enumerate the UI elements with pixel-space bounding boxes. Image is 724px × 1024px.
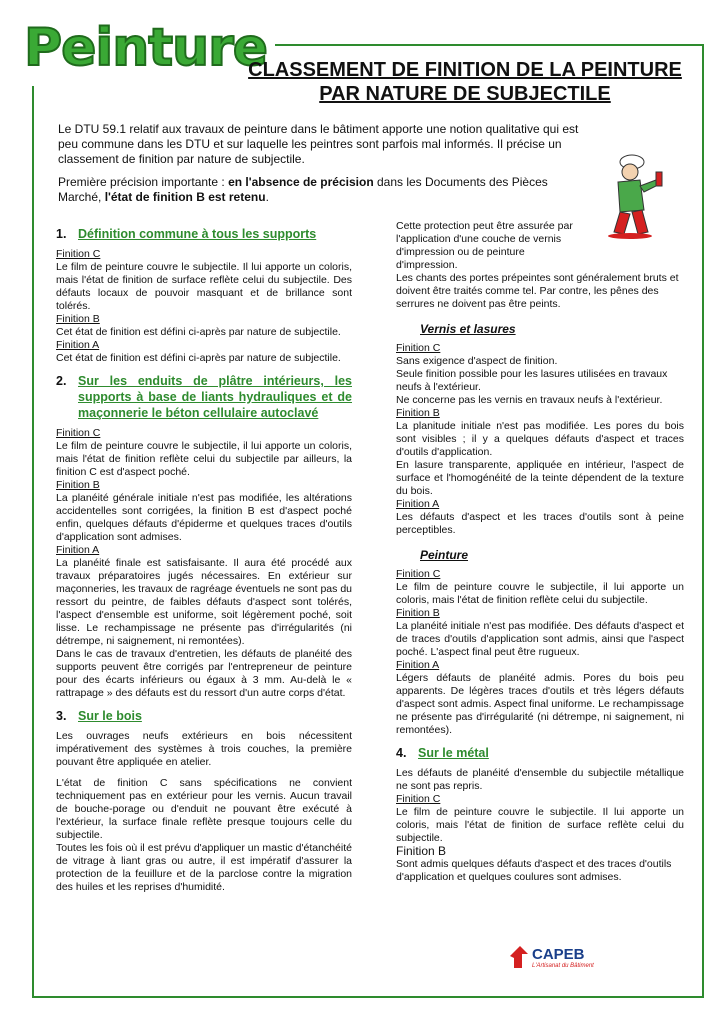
- capeb-name: CAPEB: [532, 946, 585, 963]
- finition-label: Finition C: [396, 342, 441, 354]
- section-title: Sur les enduits de plâtre intérieurs, les supports à base de liants hydrauliques et de maçonnerie le béton cellulaire autoclavé: [78, 374, 352, 420]
- finition-label: Finition A: [56, 339, 100, 351]
- finition-label: Finition B: [56, 479, 100, 491]
- body-text: L'état de finition C sans spécifications ne convient techniquement pas en extérieur pour les vernis. Aucun travail de bouche-porage ou d'enduit ne pouvant être exécuté à l'extérieur, la surface finale reflète presque toujours celle du subjectile.: [56, 777, 352, 841]
- section-number: 3.: [56, 709, 67, 723]
- intro: [58, 122, 588, 213]
- finition-text: Le film de peinture couvre le subjectile. Il lui apporte un coloris, mais l'état de finition de surface reflète celui du subjectile. Des défauts locaux de pouvoir masquant et de brillance sont tolérés.: [56, 261, 352, 312]
- finition-label: Finition A: [396, 659, 440, 671]
- finition-text: Légers défauts de planéité admis. Pores du bois peu apparents. De légères traces d'outils et très légers défauts d'aspect sont admis. Aspect final uniforme. Le rechampissage ne présente pas d'irrégularité (ni détrempe, ni saignement, ni remontées).: [396, 672, 684, 736]
- intro-text: Première précision importante :: [58, 175, 229, 189]
- finition-text: La planéité finale est satisfaisante. Il aura été procédé aux travaux préparatoires jugés nécessaires. En extérieur sur maçonneries, les travaux de ragréage éventuels ne sont pas du ressort du peintre, de faibles défauts d'aspect sont tolérés, l'aspect d'ensemble est uniforme, soit légèrement poché, soit lisse. Le rechampissage ne présente pas d'irrégularités (ni détrempe, ni saignement, ni remontées).: [56, 557, 352, 647]
- section-title: Sur le métal: [418, 746, 489, 760]
- finition-text: Ne concerne pas les vernis en travaux neufs à l'extérieur.: [396, 394, 663, 406]
- finition-text: Sans exigence d'aspect de finition.: [396, 355, 558, 367]
- finition-text: En lasure transparente, appliquée en intérieur, l'aspect de surface et l'homogénéité de la teinte dépendent de la texture du bois.: [396, 459, 684, 497]
- section-number: 1.: [56, 227, 67, 241]
- finition-label: Finition B: [396, 407, 440, 419]
- finition-text: La planéité générale initiale n'est pas modifiée, les altérations accidentelles sont corrigées, la finition B est d'aspect poché enfin, quelques défauts d'épiderme et quelques traces d'outils d'application sont admises.: [56, 492, 352, 543]
- left-column: [56, 226, 352, 894]
- section-number: 2.: [56, 374, 67, 388]
- finition-label: Finition B: [56, 313, 100, 325]
- body-text: Toutes les fois où il est prévu d'appliquer un mastic d'étanchéité de vitrage à liant gras ou autre, il est impératif d'assurer la protection de la feuillure et de la parclose contre la migration des huiles et les reprises d'humidité.: [56, 842, 352, 893]
- finition-text: Seule finition possible pour les lasures utilisées en travaux neufs à l'extérieur.: [396, 368, 668, 393]
- peinture-logo: Peinture: [20, 10, 275, 86]
- finition-label: Finition C: [396, 793, 441, 805]
- finition-label: Finition B: [396, 607, 440, 619]
- section-3-heading: [56, 708, 352, 724]
- finition-text: La planitude initiale n'est pas modifiée. Les pores du bois sont visibles ; il y a quelques défauts d'aspect et traces d'outils d'application.: [396, 420, 684, 458]
- body-text: Cette protection peut être assurée par l'application d'une couche de vernis d'impression ou de peinture d'impression.: [396, 220, 573, 271]
- intro-text: .: [265, 190, 269, 204]
- finition-text: Le film de peinture couvre le subjectile. Il lui apporte un coloris, mais l'état de finition de surface reflète celui du subjectile.: [396, 806, 684, 844]
- finition-text: Le film de peinture couvre le subjectile, il lui apporte un coloris, mais l'état de finition reflète celui du subjectile par ailleurs, la finition C est d'aspect poché.: [56, 440, 352, 478]
- peinture-heading: Peinture: [420, 548, 469, 562]
- finition-label: Finition C: [56, 248, 101, 260]
- intro-paragraph-1: Le DTU 59.1 relatif aux travaux de peinture dans le bâtiment apporte une notion qualitative qui est peu commune dans les DTU et sur laquelle les peintres sont parfois mal informés. Il précise un classement de finition par nature de subjectile.: [58, 122, 579, 166]
- finition-label: Finition C: [56, 427, 101, 439]
- vernis-heading: Vernis et lasures: [420, 322, 516, 336]
- finition-text: Cet état de finition est défini ci-après par nature de subjectile.: [56, 352, 341, 364]
- body-text: Les défauts de planéité d'ensemble du subjectile métallique ne sont pas repris.: [396, 767, 684, 792]
- finition-label: Finition A: [56, 544, 100, 556]
- intro-text: dans les Documents des Pièces Marché,: [58, 175, 548, 204]
- body-text: Les chants des portes prépeintes sont généralement bruts et doivent être traités comme tel. Par contre, les pênes des serrures ne doivent pas être peints.: [396, 272, 679, 310]
- intro-paragraph-2: [58, 175, 588, 205]
- section-2-heading: [56, 373, 352, 421]
- section-number: 4.: [396, 746, 407, 760]
- capeb-logo: [508, 944, 598, 974]
- finition-text: Les défauts d'aspect et les traces d'outils sont à peine perceptibles.: [396, 511, 684, 536]
- finition-text: Cet état de finition est défini ci-après par nature de subjectile.: [56, 326, 341, 338]
- finition-text: La planéité initiale n'est pas modifiée. Des défauts d'aspect et de traces d'outils d'application sont admis, ainsi que l'aspect poché. L'aspect final peut être rugueux.: [396, 620, 684, 658]
- section-title: Définition commune à tous les supports: [78, 227, 317, 241]
- finition-label: Finition B: [396, 844, 447, 858]
- page-title: CLASSEMENT DE FINITION DE LA PEINTURE PAR NATURE DE SUBJECTILE: [248, 59, 682, 105]
- section-title: Sur le bois: [78, 709, 142, 723]
- finition-text: Le film de peinture couvre le subjectile, il lui apporte un coloris, mais l'état de finition reflète celui du subjectile.: [396, 581, 684, 606]
- finition-label: Finition A: [396, 498, 440, 510]
- right-column: [396, 220, 684, 884]
- section-4-heading: [396, 745, 684, 761]
- finition-text: Dans le cas de travaux d'entretien, les défauts de planéité des supports peuvent être corrigés par l'entrepreneur de peinture pour des écarts inférieurs ou égaux à 3 mm. Au-delà le « rattrapage » des défauts est du ressort d'un autre corps d'état.: [56, 648, 352, 699]
- body-text: Les ouvrages neufs extérieurs en bois nécessitent impérativement des systèmes à trois couches, la première pouvant être appliquée en atelier.: [56, 730, 352, 768]
- intro-bold: en l'absence de précision: [228, 175, 374, 189]
- finition-text: Sont admis quelques défauts d'aspect et des traces d'outils d'application et quelques coulures sont admises.: [396, 858, 672, 883]
- finition-label: Finition C: [396, 568, 441, 580]
- intro-bold: l'état de finition B est retenu: [104, 190, 266, 204]
- section-1-heading: [56, 226, 352, 242]
- capeb-mark-icon: [508, 944, 530, 970]
- capeb-tagline: L'Artisanat du Bâtiment: [532, 963, 594, 969]
